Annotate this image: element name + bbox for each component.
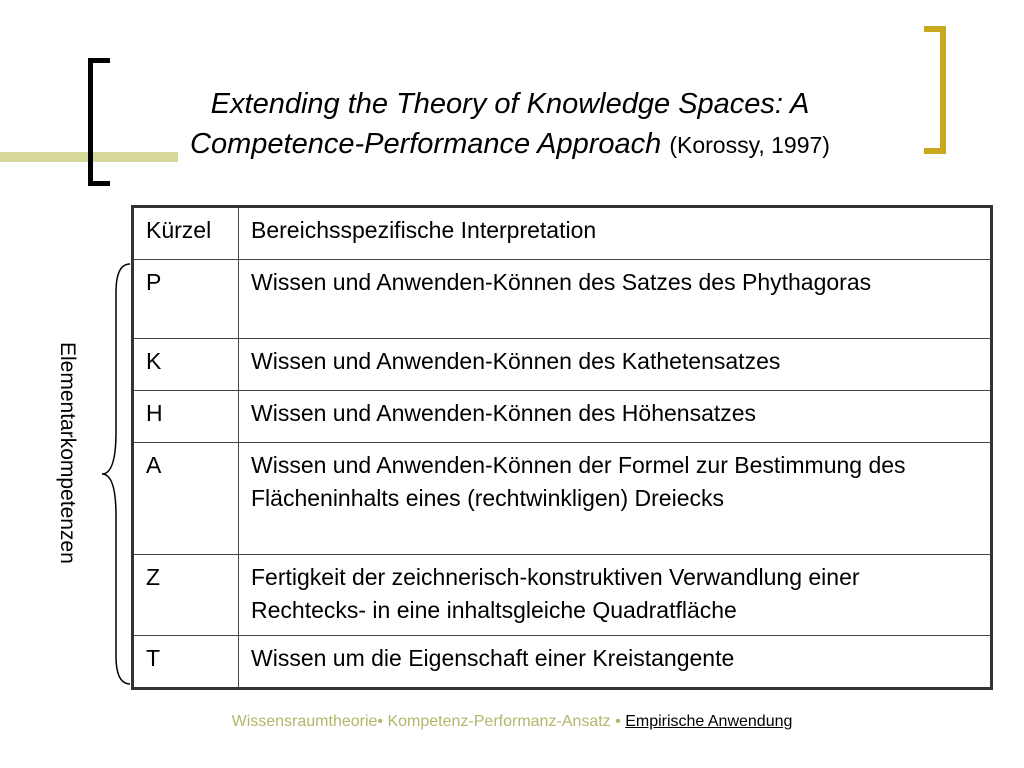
table-row [133, 555, 992, 636]
bullet-separator: • [377, 713, 384, 730]
table-row [133, 260, 992, 339]
slide-title [110, 84, 910, 165]
footer-link-kompetenz-performanz[interactable]: Kompetenz-Performanz-Ansatz [383, 713, 616, 730]
row-text: Wissen und Anwenden-Können des Höhensatzes [239, 391, 992, 443]
footer-link-wissensraumtheorie[interactable]: Wissensraumtheorie [231, 713, 378, 730]
bullet-separator: • [615, 713, 621, 730]
header-kuerzel: Kürzel [133, 207, 239, 260]
footer-link-empirische-anwendung[interactable]: Empirische Anwendung [625, 713, 793, 730]
title-line-1: Extending the Theory of Knowledge Spaces: A [210, 88, 810, 120]
row-text: Wissen und Anwenden-Können der Formel zur Bestimmung des Flächeninhalts eines (rechtwinkligen) Dreiecks [239, 443, 992, 555]
left-title-bracket [88, 58, 110, 186]
title-line-2: Competence-Performance Approach [190, 128, 662, 160]
table-row [133, 391, 992, 443]
table-row [133, 443, 992, 555]
right-title-bracket [924, 26, 946, 154]
row-code: T [133, 636, 239, 689]
row-code: Z [133, 555, 239, 636]
row-text: Wissen und Anwenden-Können des Satzes des Phythagoras [239, 260, 992, 339]
table-header-row [133, 207, 992, 260]
table-row [133, 636, 992, 689]
footer-navigation [0, 713, 1024, 731]
row-text: Wissen und Anwenden-Können des Kathetensatzes [239, 339, 992, 391]
vertical-label-elementarkompetenzen: Elementarkompetenzen [56, 342, 79, 564]
table-row [133, 339, 992, 391]
title-citation: (Korossy, 1997) [669, 132, 830, 158]
row-text: Wissen um die Eigenschaft einer Kreistangente [239, 636, 992, 689]
row-code: H [133, 391, 239, 443]
row-text: Fertigkeit der zeichnerisch-konstruktiven Verwandlung einer Rechtecks- in eine inhaltsgleiche Quadratfläche [239, 555, 992, 636]
row-code: K [133, 339, 239, 391]
competence-table [131, 205, 993, 690]
header-interpretation: Bereichsspezifische Interpretation [239, 207, 992, 260]
row-code: P [133, 260, 239, 339]
curly-brace-icon [96, 262, 136, 686]
row-code: A [133, 443, 239, 555]
